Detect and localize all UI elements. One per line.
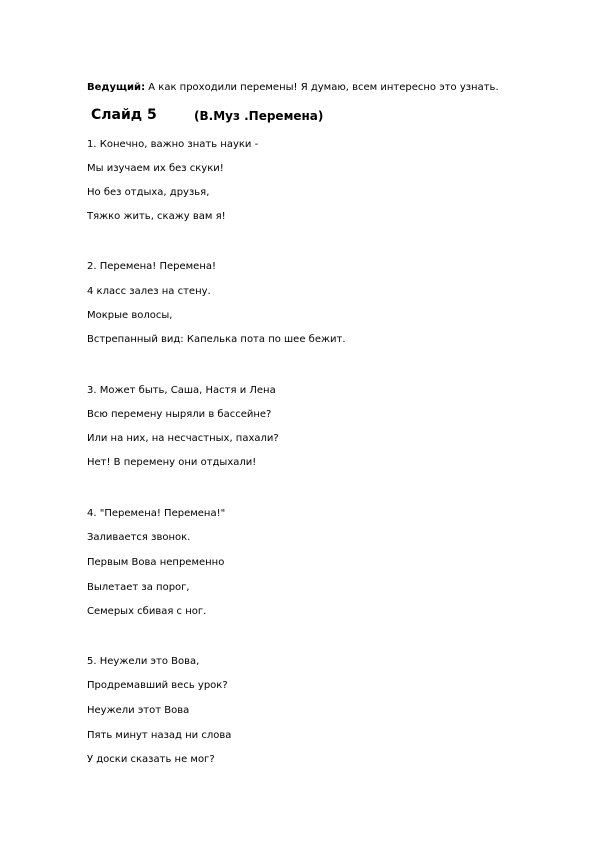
stanza-3-line-4: Нет! В перемену они отдыхали! (87, 457, 257, 468)
stanza-4-line-4: Вылетает за порог, (87, 582, 190, 593)
stanza-line-text: Может быть, Саша, Настя и Лена (99, 385, 276, 396)
stanza-5-line-5: У доски сказать не мог? (87, 754, 215, 765)
stanza-1-line-1 (87, 139, 258, 151)
slide-title: Слайд 5 (91, 107, 157, 123)
stanza-line-text: "Перемена! Перемена!" (99, 508, 226, 519)
slide-subtitle: (В.Муз .Перемена) (194, 109, 324, 123)
stanza-number: 1. (87, 139, 97, 150)
stanza-line-text: . Перемена! Перемена! (93, 261, 216, 272)
stanza-4-line-1 (87, 508, 225, 520)
stanza-4-line-3: Первым Вова непременно (87, 557, 225, 568)
stanza-number: 2 (87, 261, 94, 272)
stanza-2-line-3: Мокрые волосы, (87, 310, 173, 321)
stanza-1-line-3: Но без отдыха, друзья, (87, 187, 210, 198)
stanza-4-line-2: Заливается звонок. (87, 532, 191, 543)
intro-line (87, 82, 499, 94)
intro-text: А как проходили перемены! Я думаю, всем интересно это узнать. (145, 82, 499, 93)
stanza-2-line-2: 4 класс залез на стену. (87, 286, 211, 297)
stanza-1-line-2: Мы изучаем их без скуки! (87, 163, 224, 174)
stanza-3-line-1 (87, 385, 276, 397)
stanza-1-line-4: Тяжко жить, скажу вам я! (87, 211, 226, 222)
stanza-5-line-1 (87, 656, 199, 668)
stanza-2-line-4: Встрепанный вид: Капелька пота по шее бежит. (87, 334, 346, 345)
stanza-line-text: Конечно, важно знать науки - (99, 139, 259, 150)
stanza-line-text: Неужели это Вова, (99, 656, 200, 667)
stanza-5-line-3: Неужели этот Вова (87, 705, 190, 716)
stanza-number: 3. (87, 385, 97, 396)
stanza-5-line-4: Пять минут назад ни слова (87, 730, 232, 741)
stanza-number: 4. (87, 508, 97, 519)
stanza-4-line-5: Семерых сбивая с ног. (87, 606, 207, 617)
stanza-number: 5. (87, 656, 97, 667)
stanza-3-line-2: Всю перемену ныряли в бассейне? (87, 409, 272, 420)
stanza-5-line-2: Продремавший весь урок? (87, 680, 228, 691)
stanza-2-line-1 (87, 261, 216, 273)
stanza-3-line-3: Или на них, на несчастных, пахали? (87, 433, 279, 444)
speaker-label: Ведущий: (87, 82, 146, 93)
